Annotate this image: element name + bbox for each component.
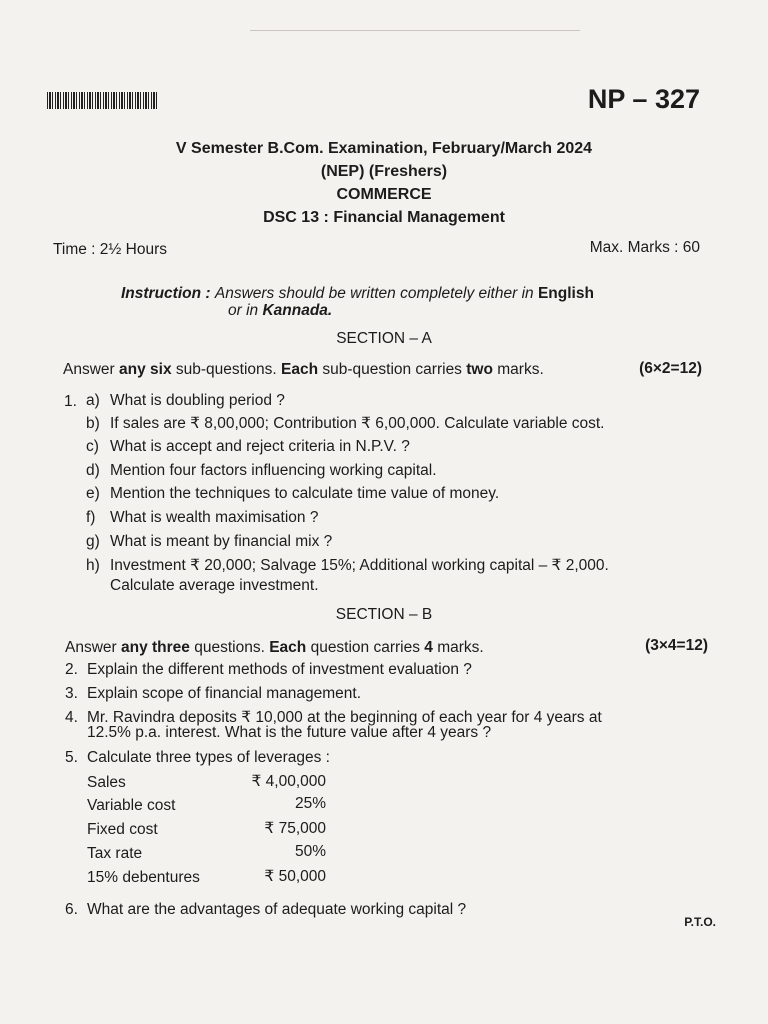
instruction-text: Answers should be written completely either in xyxy=(214,285,538,302)
leverage-value-fixed-cost: ₹ 75,000 xyxy=(264,820,326,837)
scheme: (NEP) (Freshers) xyxy=(320,163,448,180)
subquestion-h: h) Investment ₹ 20,000; Salvage 15%; Additional working capital – ₹ 2,000. xyxy=(86,557,609,574)
question-6: 6. What are the advantages of adequate working capital ? xyxy=(65,901,467,918)
time-allowed: Time : 2½ Hours xyxy=(53,241,167,258)
leverage-value-tax-rate: 50% xyxy=(294,843,326,860)
question-1-number: 1. xyxy=(64,393,77,410)
barcode xyxy=(47,92,157,109)
section-a-marks: (6×2=12) xyxy=(639,360,702,377)
subquestion-b: b) If sales are ₹ 8,00,000; Contribution ₹ 6,00,000. Calculate variable cost. xyxy=(86,415,605,432)
section-a-instructions: Answer any six sub-questions. Each sub-question carries two marks. xyxy=(63,361,544,378)
question-4: 4. Mr. Ravindra deposits ₹ 10,000 at the beginning of each year for 4 years at xyxy=(65,709,602,726)
subquestion-c: c) What is accept and reject criteria in N.P.V. ? xyxy=(86,438,410,455)
question-2: 2. Explain the different methods of investment evaluation ? xyxy=(65,661,472,678)
please-turn-over: P.T.O. xyxy=(684,915,716,929)
leverage-label-sales: Sales xyxy=(87,774,126,791)
instruction-label: Instruction : xyxy=(121,285,211,302)
section-a-title: SECTION – A xyxy=(336,330,432,347)
exam-title: V Semester B.Com. Examination, February/March 2024 xyxy=(175,140,593,157)
instruction-text-2: or in xyxy=(228,302,263,319)
instruction-kannada: Kannada. xyxy=(262,302,333,319)
subquestion-f: f) What is wealth maximisation ? xyxy=(86,509,319,526)
leverage-value-variable-cost: 25% xyxy=(294,795,326,812)
question-4-line-2: 12.5% p.a. interest. What is the future value after 4 years ? xyxy=(87,724,492,741)
top-rule xyxy=(250,30,580,31)
subquestion-g: g) What is meant by financial mix ? xyxy=(86,533,333,550)
section-b-marks: (3×4=12) xyxy=(645,637,708,654)
instruction-english: English xyxy=(537,285,594,302)
max-marks: Max. Marks : 60 xyxy=(589,239,700,256)
question-3: 3. Explain scope of financial management. xyxy=(65,685,361,702)
instruction-line-2 xyxy=(228,302,332,320)
course-title: DSC 13 : Financial Management xyxy=(263,209,505,226)
leverage-label-debentures: 15% debentures xyxy=(87,869,200,886)
subquestion-h-line-2: Calculate average investment. xyxy=(110,577,319,594)
leverage-value-sales: ₹ 4,00,000 xyxy=(251,773,326,790)
question-5: 5. Calculate three types of leverages : xyxy=(65,749,330,766)
leverage-label-fixed-cost: Fixed cost xyxy=(87,821,158,838)
section-b-title: SECTION – B xyxy=(335,606,433,623)
subquestion-e: e) Mention the techniques to calculate time value of money. xyxy=(86,485,500,502)
leverage-label-tax-rate: Tax rate xyxy=(87,845,143,862)
paper-code: NP – 327 xyxy=(587,84,700,114)
subquestion-d: d) Mention four factors influencing working capital. xyxy=(86,462,437,479)
leverage-label-variable-cost: Variable cost xyxy=(87,797,176,814)
section-b-instructions: Answer any three questions. Each question carries 4 marks. xyxy=(65,639,484,656)
leverage-value-debentures: ₹ 50,000 xyxy=(264,868,326,885)
instruction-line-1 xyxy=(121,285,594,303)
subject: COMMERCE xyxy=(336,186,432,203)
subquestion-a: a) What is doubling period ? xyxy=(86,392,285,409)
